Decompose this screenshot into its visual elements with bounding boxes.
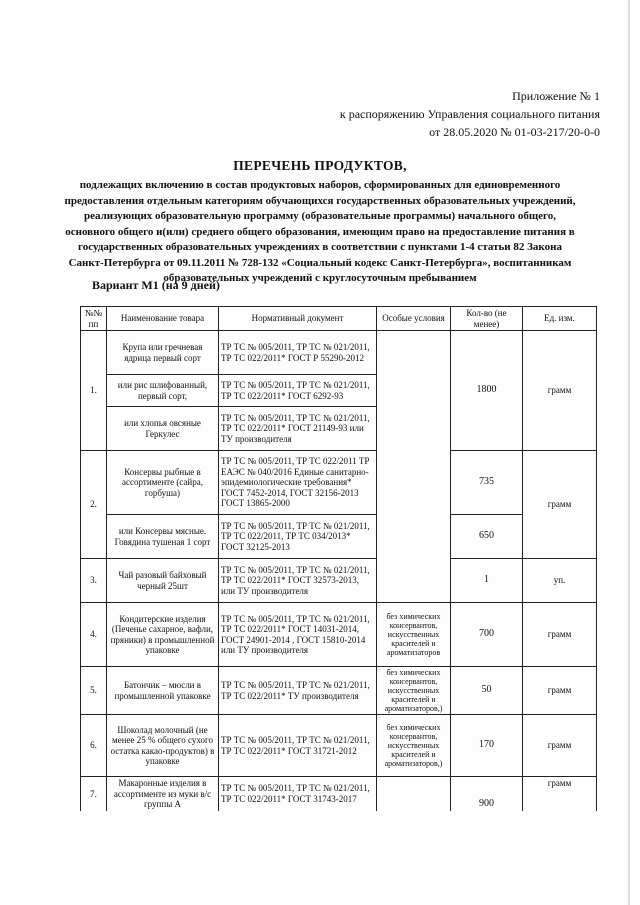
document-title-block xyxy=(60,158,580,287)
quantity: 50 xyxy=(451,667,523,715)
product-name: или рис шлифованный, первый сорт, xyxy=(107,375,219,407)
product-name: или хлопья овсяные Геркулес xyxy=(107,407,219,451)
quantity: 650 xyxy=(451,515,523,559)
variant-label: Вариант М1 (на 9 дней) xyxy=(92,278,220,292)
document-subtitle: подлежащих включению в состав продуктовых наборов, сформированных для единовременного предоставления отдельным категориям обучающихся государственных образовательных учреждений, реализующих образовательную программу (образовательные программы) начального общего, основного общего и(или) среднего общего образования, имеющим право на предоставление питания в государственных образовательных учреждениях в соответствии с пунктами 1-4 статьи 82 Закона Санкт-Петербурга от 09.11.2011 № 728-132 «Социальный кодекс Санкт-Петербурга», воспитанникам образовательных учреждений с круглосуточным пребыванием xyxy=(64,179,576,284)
products-table xyxy=(80,306,597,811)
table-row xyxy=(81,777,597,811)
quantity: 1 xyxy=(451,559,523,603)
product-name: Макаронные изделия в ассортименте из муки в/с группы А xyxy=(107,777,219,811)
normative-document: ТР ТС № 005/2011, ТР ТС № 021/2011, ТР ТС 022/2011* ГОСТ 6292-93 xyxy=(219,375,377,407)
row-number: 6. xyxy=(81,715,107,777)
row-number: 1. xyxy=(81,331,107,451)
appendix-label: Приложение № 1 xyxy=(512,89,600,103)
unit: грамм xyxy=(523,603,597,667)
table-header-row xyxy=(81,307,597,331)
normative-document: ТР ТС № 005/2011, ТР ТС № 021/2011, ТР ТС 022/2011* ТУ производителя xyxy=(219,667,377,715)
table-row xyxy=(81,331,597,375)
normative-document: ТР ТС № 005/2011, ТР ТС 022/2011 ТР ЕАЭС № 040/2016 Единые санитарно-эпидемиологические требования* ГОСТ 7452-2014, ГОСТ 32156-2013 ГОСТ 13865-2000 xyxy=(219,451,377,515)
table-row xyxy=(81,603,597,667)
col-header-unit: Ед. изм. xyxy=(523,307,597,331)
normative-document: ТР ТС № 005/2011, ТР ТС № 021/2011, ТР ТС 022/2011* ГОСТ Р 55290-2012 xyxy=(219,331,377,375)
special-conditions: без химических консервантов, искусственных красителей и ароматизаторов,) xyxy=(377,715,451,777)
row-number: 2. xyxy=(81,451,107,559)
col-header-quantity: Кол-во (не менее) xyxy=(451,307,523,331)
product-name: Консервы рыбные в ассортименте (сайра, горбуша) xyxy=(107,451,219,515)
unit: грамм xyxy=(523,331,597,451)
table-row xyxy=(81,515,597,559)
product-name: Крупа или гречневая ядрица первый сорт xyxy=(107,331,219,375)
special-conditions xyxy=(377,777,451,811)
quantity: 900 xyxy=(451,777,523,811)
table-row xyxy=(81,667,597,715)
scan-edge-line xyxy=(628,0,630,905)
document-title: ПЕРЕЧЕНЬ ПРОДУКТОВ, xyxy=(233,158,407,173)
normative-document: ТР ТС № 005/2011, ТР ТС № 021/2011, ТР ТС 022/2011* ГОСТ 21149-93 или ТУ производителя xyxy=(219,407,377,451)
unit: грамм xyxy=(523,777,597,811)
normative-document: ТР ТС № 005/2011, ТР ТС № 021/2011, ТР ТС 022/2011* ГОСТ 31743-2017 xyxy=(219,777,377,811)
col-header-name: Наименование товара xyxy=(107,307,219,331)
order-date-number: от 28.05.2020 № 01-03-217/20-0-0 xyxy=(429,125,600,139)
unit: грамм xyxy=(523,667,597,715)
unit: уп. xyxy=(523,559,597,603)
table-row xyxy=(81,451,597,515)
row-number: 4. xyxy=(81,603,107,667)
table-row xyxy=(81,559,597,603)
product-name: Кондитерские изделия (Печенье сахарное, вафли, пряники) в промышленной упаковке xyxy=(107,603,219,667)
special-conditions: без химических консервантов, искусственных красителей и ароматизаторов xyxy=(377,603,451,667)
order-reference: к распоряжению Управления социального питания xyxy=(339,107,600,121)
row-number: 3. xyxy=(81,559,107,603)
col-header-conditions: Особые условия xyxy=(377,307,451,331)
row-number: 7. xyxy=(81,777,107,811)
col-header-number: №№ пп xyxy=(81,307,107,331)
product-name: Чай разовый байховый черный 25шт xyxy=(107,559,219,603)
quantity: 170 xyxy=(451,715,523,777)
product-name: Шоколад молочный (не менее 25 % общего сухого остатка какао-продуктов) в упаковке xyxy=(107,715,219,777)
product-name: Батончик – мюсли в промышленной упаковке xyxy=(107,667,219,715)
normative-document: ТР ТС № 005/2011, ТР ТС № 021/2011, ТР ТС 022/2011* ГОСТ 32573-2013, или ТУ производителя xyxy=(219,559,377,603)
unit: грамм xyxy=(523,715,597,777)
quantity: 700 xyxy=(451,603,523,667)
unit: грамм xyxy=(523,451,597,559)
special-conditions: без химических консервантов, искусственных красителей и ароматизаторов,) xyxy=(377,667,451,715)
normative-document: ТР ТС № 005/2011, ТР ТС № 021/2011, ТР ТС 022/2011* ГОСТ 31721-2012 xyxy=(219,715,377,777)
normative-document: ТР ТС № 005/2011, ТР ТС № 021/2011, ТР ТС 022/2011, ТР ТС 034/2013* ГОСТ 32125-2013 xyxy=(219,515,377,559)
row-number: 5. xyxy=(81,667,107,715)
special-conditions xyxy=(377,331,451,603)
normative-document: ТР ТС № 005/2011, ТР ТС № 021/2011, ТР ТС 022/2011* ГОСТ 14031-2014, ГОСТ 24901-2014 , ГОСТ 15810-2014 или ТУ производителя xyxy=(219,603,377,667)
product-name: или Консервы мясные. Говядина тушеная 1 сорт xyxy=(107,515,219,559)
quantity: 735 xyxy=(451,451,523,515)
col-header-document: Нормативный документ xyxy=(219,307,377,331)
table-row xyxy=(81,715,597,777)
quantity: 1800 xyxy=(451,331,523,451)
